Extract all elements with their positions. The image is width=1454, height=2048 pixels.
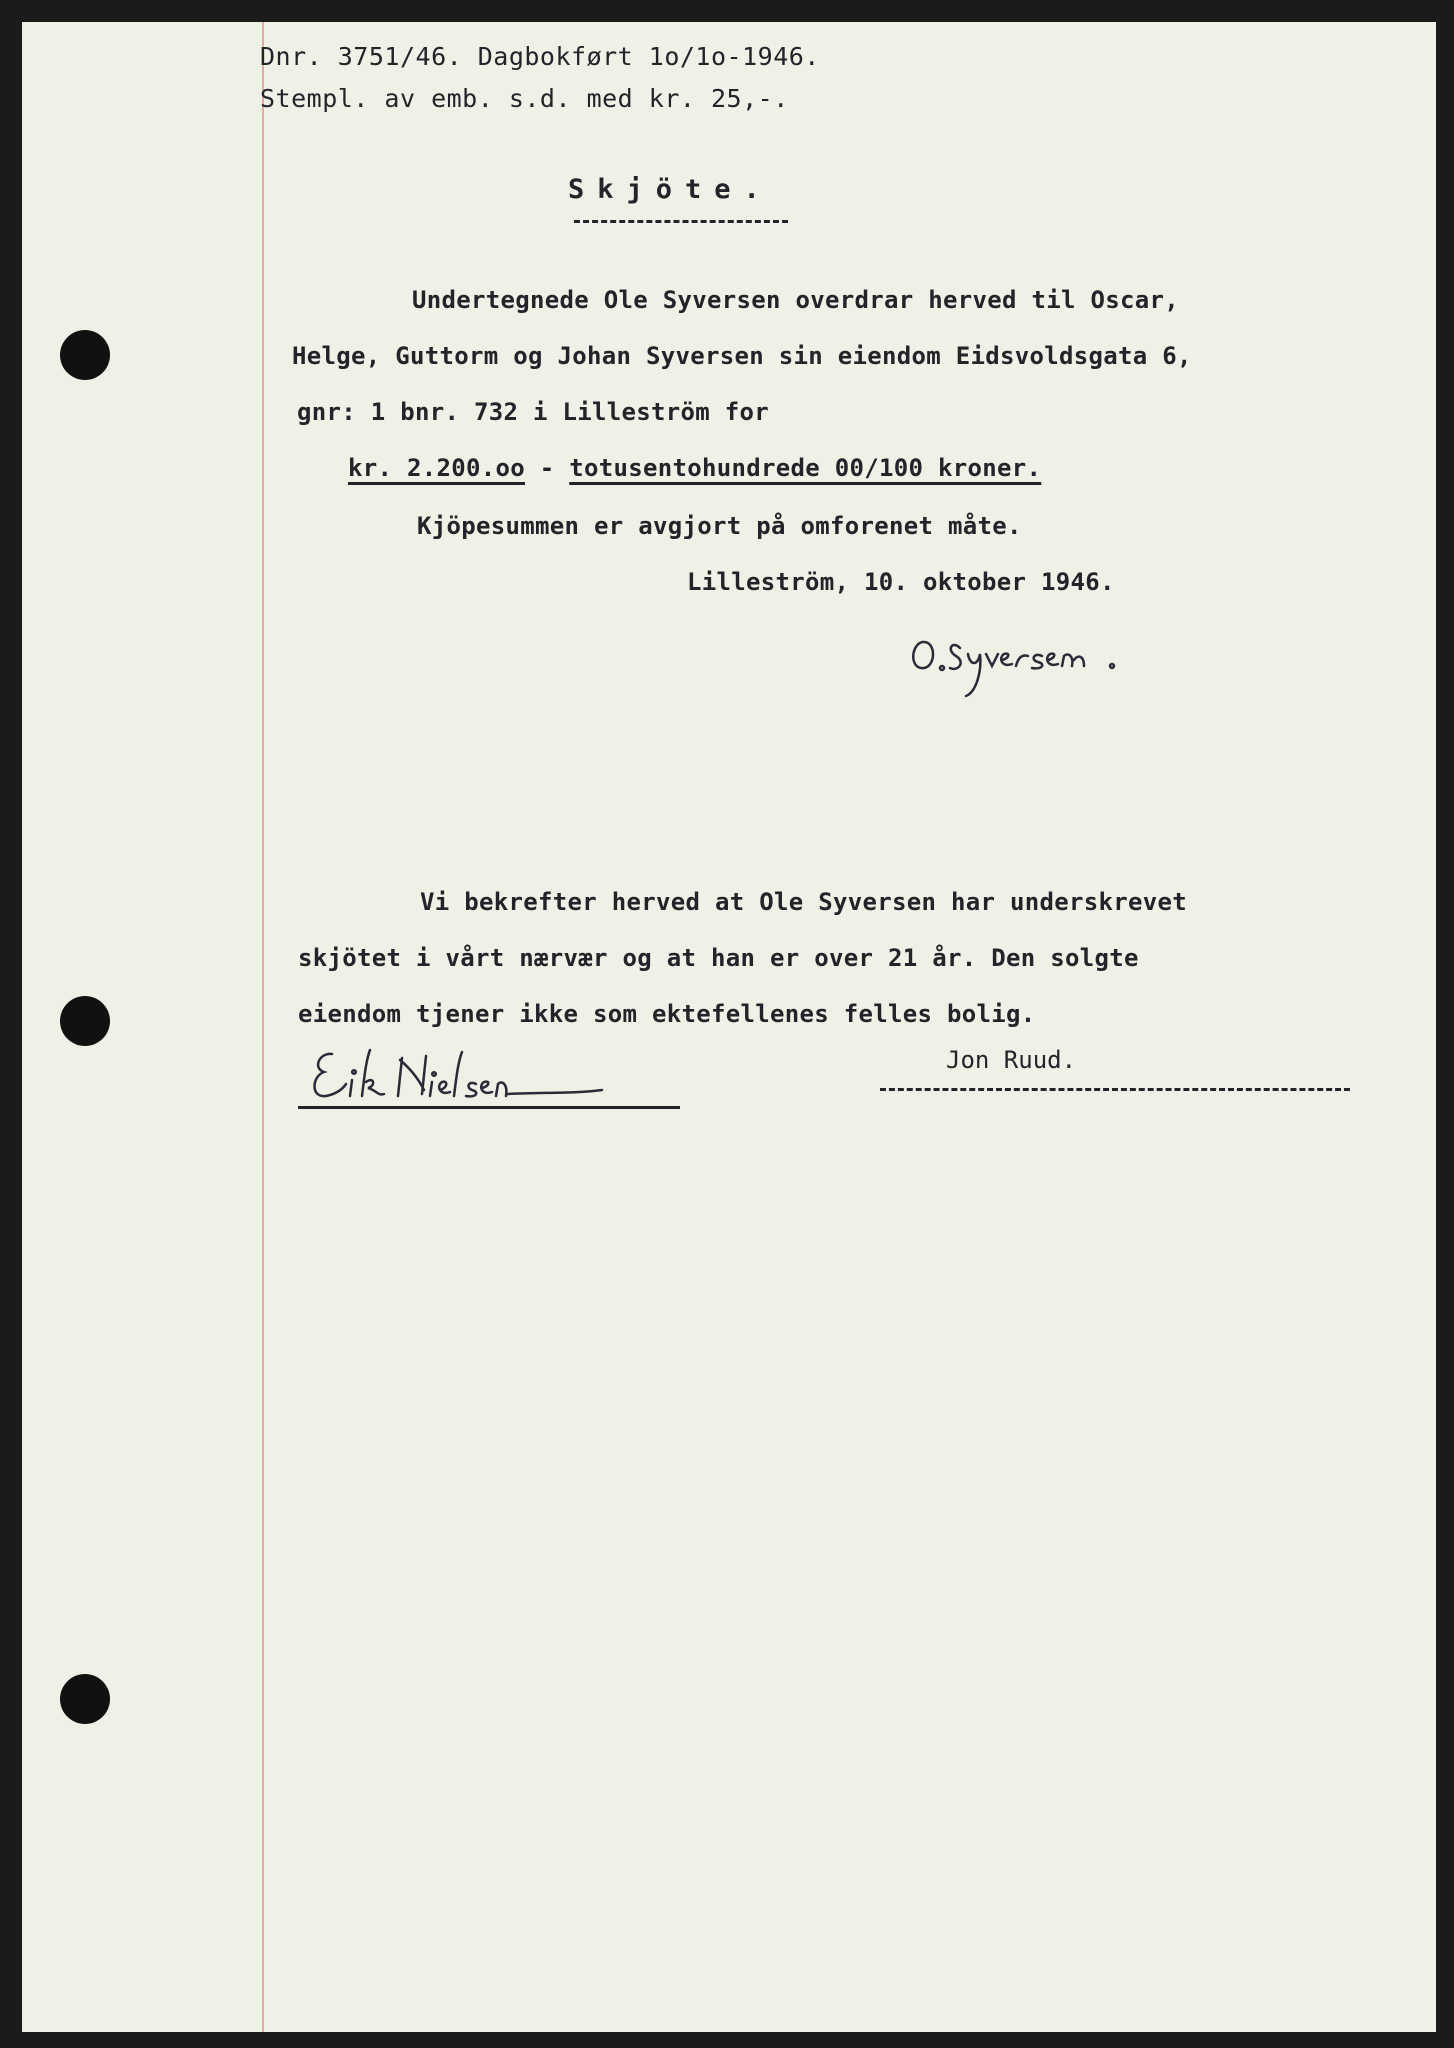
document-page	[22, 22, 1436, 2032]
punch-hole	[60, 996, 110, 1046]
document-title: Skjöte.	[568, 174, 773, 205]
place-and-date: Lilleström, 10. oktober 1946.	[687, 568, 1115, 596]
deed-text-line: Undertegnede Ole Syversen overdrar herved til Oscar,	[412, 286, 1179, 314]
witness-text-line: Vi bekrefter herved at Ole Syversen har underskrevet	[420, 888, 1187, 916]
purchase-amount: kr. 2.200.oo	[348, 454, 525, 482]
witness-text-line: eiendom tjener ikke som ektefellenes felles bolig.	[298, 1000, 1036, 1028]
title-underline	[574, 220, 788, 223]
purchase-amount-words: totusentohundrede 00/100 kroner.	[569, 454, 1042, 482]
margin-rule	[262, 22, 264, 2032]
witness-text-line: skjötet i vårt nærvær og at han er over 21 år. Den solgte	[298, 944, 1139, 972]
witness-signature-line-left	[298, 1106, 680, 1109]
deed-text-line: gnr: 1 bnr. 732 i Lilleström for	[297, 398, 769, 426]
punch-hole	[60, 1674, 110, 1724]
registry-number-line: Dnr. 3751/46. Dagbokført 1o/1o-1946.	[260, 42, 820, 71]
stamp-duty-line: Stempl. av emb. s.d. med kr. 25,-.	[260, 84, 789, 113]
witness-signature-left	[302, 1040, 622, 1110]
payment-statement: Kjöpesummen er avgjort på omforenet måte.	[417, 512, 1022, 540]
deed-text-line: Helge, Guttorm og Johan Syversen sin eiendom Eidsvoldsgata 6,	[292, 342, 1192, 370]
punch-hole	[60, 330, 110, 380]
purchase-amount-line	[348, 454, 1041, 482]
witness-signature-right: Jon Ruud.	[946, 1046, 1077, 1074]
seller-signature	[902, 612, 1162, 702]
witness-signature-line-right	[880, 1088, 1350, 1091]
amount-separator: -	[539, 454, 555, 482]
